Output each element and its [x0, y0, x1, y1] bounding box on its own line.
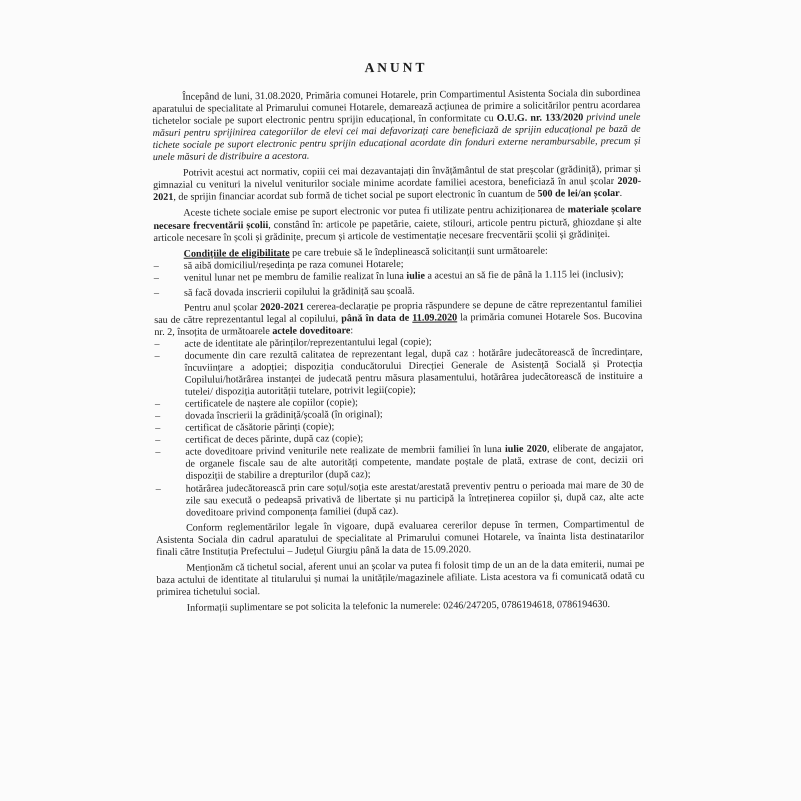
document-item-marriage-certificate: – certificat de căsătorie părinți (copie);	[155, 419, 643, 435]
income-proof-text: acte doveditoare privind veniturile nete realizate de membrii familiei în luna	[185, 444, 505, 459]
beneficiaries-text: Potrivit acestui act normativ, copiii cei mai dezavantajați din învățământul de stat preșcolar (grădiniță), primar și gimnazial cu venituri la nivelul veniturilor sociale minime acordate familiei acestora, beneficiază în anul școlar	[153, 164, 641, 192]
document-title: ANUNT	[364, 59, 428, 76]
application-text: Pentru anul școlar	[184, 301, 261, 314]
beneficiaries-text-3: .	[619, 188, 623, 200]
beneficiaries-paragraph	[153, 164, 641, 204]
condition-item-enrollment: – să facă dovada inscrierii copilului la grădiniță sau școală.	[154, 283, 642, 299]
ordinance-title: privind unele măsuri pentru sprijinirea categoriilor de elevi cei mai defavorizați care beneficiază de sprijin educațional pe bază de tichete sociale pe suport electronic pentru sprijin educațional acordate din fonduri externe nerambursabile, precum și unele măsuri de distribuire a acestora.	[152, 111, 641, 164]
usage-paragraph	[153, 204, 641, 244]
announcement-body	[152, 60, 645, 619]
application-text-3: la primăria comunei Hotarele Sos. Bucovina nr. 2, însoțita de următoarele	[154, 310, 643, 338]
income-month: iulie	[406, 270, 425, 282]
deadline-label: până în data de	[341, 312, 413, 325]
ordinance-reference: O.U.G. nr. 133/2020	[496, 112, 584, 125]
contact-paragraph: Informații suplimentare se pot solicita la telefonic la numerele: 0246/247205, 0786194618, 0786194630.	[186, 598, 611, 614]
document-item-birth-certificates: – certificatele de naștere ale copiilor (copie);	[155, 395, 643, 411]
income-proof-period: iulie 2020	[504, 443, 548, 456]
intro-paragraph	[152, 88, 641, 165]
application-paragraph	[154, 299, 642, 339]
beneficiaries-text-2: , de sprijin financiar acordat sub formă de tichet social pe suport electronic în cuantum de	[173, 189, 538, 204]
document-item-identity: – acte de identitate ale părinților/reprezentantului legal (copie);	[154, 335, 642, 351]
voucher-amount: 500 de lei/an școlar	[537, 188, 620, 201]
document-item-income-proof	[155, 443, 643, 483]
usage-text: Aceste tichete sociale emise pe suport electronic vor putea fi utilizate pentru achiziționarea de	[183, 204, 568, 220]
supporting-documents-label: actele doveditoare	[272, 325, 351, 337]
document-item-legal-representative: – documente din care rezultă calitatea de reprezentant legal, după caz : hotărâre judecătorească de încredințare, încuviințare a adopției; dispoziția conducătorului Direcției Generale de Asistență Socială și Protecția Copilului/hotărârea instanței de judecată pentru măsura plasamentului, hotărârea judecătorească de instituire a tutelei/ dispoziția autorității tutelare, potrivit legii(copie);	[155, 347, 643, 399]
school-year: 2020-2021	[153, 176, 642, 204]
eligibility-text: pe care trebuie să le îndeplinească solicitanții sunt următoarele:	[289, 245, 548, 259]
document-item-death-certificate: – certificat de deces părinte, după caz (copie);	[155, 431, 643, 447]
application-school-year: 2020-2021	[260, 301, 305, 313]
usage-text-2: , constând în: articole pe papetărie, caiete, stilouri, articole pentru pictură, ghiozdane și alte articole necesare în școli și grădinițe, precum și articole de vestimentație necesare frecventării școlii și grădiniței.	[153, 216, 642, 244]
application-text-2: cererea-declarație pe propria răspundere se depune de către reprezentantul familiei sau de către reprezentantul legal al copilului,	[154, 298, 643, 326]
school-supplies-term: materiale școlare necesare frecventării școlii	[153, 204, 642, 232]
deadline-date: 11.09.2020	[412, 312, 458, 324]
document-item-enrollment-proof: – dovada înscrierii la grădiniță/școală (în original);	[155, 407, 643, 423]
intro-text: Începând de luni, 31.08.2020, Primăria comunei Hotarele, prin Compartimentul Asistenta Sociala din subordinea aparatului de specialitate al Primarului comunei Hotarele, demarează acțiunea de primire a solicitărilor pentru acordarea tichetelor sociale pe suport electronic pentru sprijin educațional, în conformitate cu	[152, 87, 641, 128]
income-proof-text-2: , eliberate de angajator, de organele fiscale sau de alte autorități competente, mandate poștale de plată, extrase de cont, decizii ori dispoziții de stabilire a drepturilor (după caz);	[185, 443, 644, 483]
validity-paragraph: Menționăm că tichetul social, aferent unui an școlar va putea fi folosit timp de un an de la data emiterii, numai pe baza actului de identitate al titularului și numai la unitățile/magazinele afiliate. Lista acestora va fi comunicată odată cu primirea tichetului social.	[156, 558, 645, 598]
income-text: venitul lunar net pe membru de familie realizat în luna	[183, 270, 407, 284]
application-text-4: :	[350, 325, 354, 337]
condition-item-domicile: – să aibă domiciliul/reședința pe raza comunei Hotarele;	[154, 256, 642, 272]
eligibility-label: Condițiile de eligibilitate	[183, 247, 290, 260]
evaluation-paragraph: Conform reglementărilor legale în vigoare, după evaluarea cererilor depuse în termen, Compartimentul de Asistenta Sociala din cadrul aparatului de specialitate al Primarului comunei Hotarele, va înainta lista destinatarilor finali către Instituția Prefectului – Județul Giurgiu până la data de 15.09.2020.	[156, 518, 645, 558]
document-item-court-decision: – hotărârea judecătorească prin care soțul/soția este arestat/arestată preventiv pentru o perioada mai mare de 30 de zile sau execută o pedeapsă privativă de libertate și nu participă la întreținerea copiilor și, după caz, alte acte doveditoare privind componența familiei (după caz).	[156, 479, 644, 519]
income-text-2: a acestui an să fie de până la 1.115 lei (inclusiv);	[424, 268, 624, 282]
